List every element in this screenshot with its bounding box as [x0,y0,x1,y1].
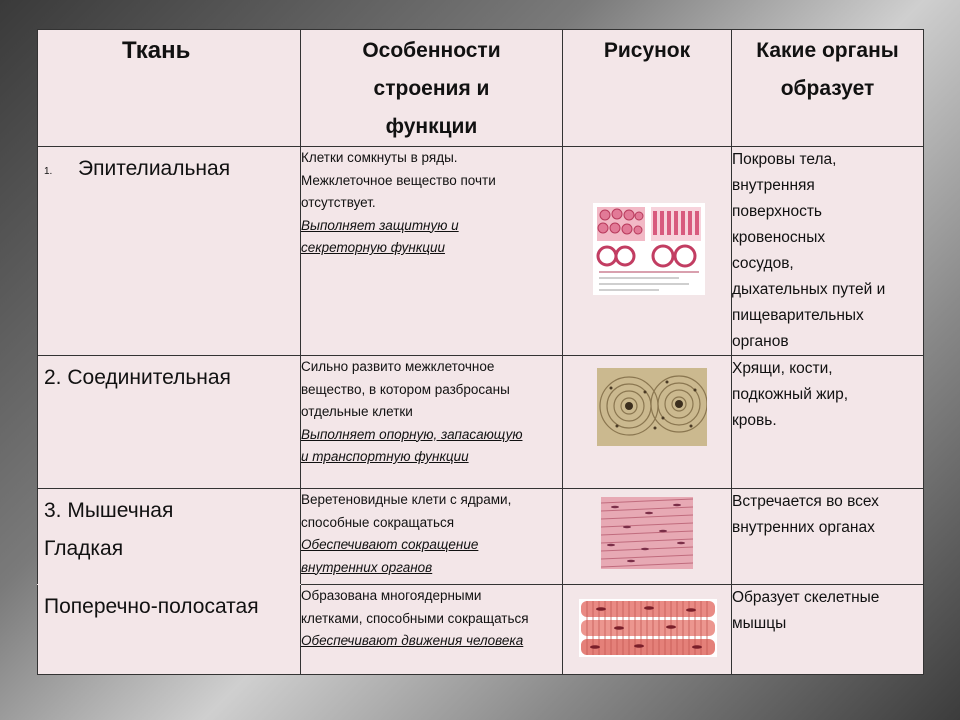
tissue-name-cell [38,489,301,585]
tissue-name-wrap [38,147,300,188]
desc-line: Образована многоядерными [301,588,482,603]
organs-line: Хрящи, кости, [732,360,833,377]
description-cell [301,585,563,675]
picture-cell [563,356,732,489]
desc-line: Сильно развито межклеточное [301,359,495,374]
table-row [38,585,924,675]
bone-tissue-micrograph-icon [597,368,707,446]
function-line: внутренних органов [301,559,433,575]
header-features-line: Особенности [362,39,501,62]
tissue-name-cell [38,356,301,489]
organs-cell [732,147,924,356]
function-line: секреторную функции [301,240,445,255]
header-features-line: строения и [373,77,490,100]
function-line: Обеспечивают сокращение [301,537,479,552]
header-organs-line: Какие органы [756,39,899,62]
organs-line: внутренняя [732,177,815,194]
organs-line: Встречается во всех [732,493,879,510]
organs-line: Образует скелетные [732,589,880,606]
picture-cell [563,147,732,356]
table-row [38,356,924,489]
table-row [38,489,924,585]
desc-line: вещество, в котором разбросаны [301,381,510,397]
header-row [38,30,924,147]
desc-line: отдельные клетки [301,404,413,419]
organs-line: пищеварительных [732,307,864,324]
smooth-muscle-micrograph-icon [601,497,693,569]
description-cell [301,147,563,356]
tissue-subname: Гладкая [44,537,124,560]
organs-line: мышцы [732,615,787,632]
desc-line: Веретеновидные клети с ядрами, [301,492,512,507]
epithelium-micrograph-icon [593,203,705,295]
header-organs [732,30,924,147]
tissue-name-cell [38,147,301,356]
organs-line: сосудов, [732,255,794,272]
tissue-name: 2. Соединительная [44,366,231,389]
header-features [301,30,563,147]
organs-line: внутренних органах [732,519,875,536]
desc-line: клетками, способными сокращаться [301,610,529,626]
function-line: и транспортную функции [301,449,469,464]
tissue-name-cell [38,585,301,675]
organs-cell [732,489,924,585]
organs-line: кровеносных [732,229,826,246]
description-cell [301,489,563,585]
organs-cell [732,356,924,489]
function-line: Выполняет защитную и [301,217,459,233]
function-line: Обеспечивают движения человека [301,633,524,648]
header-tissue: Ткань [38,30,301,147]
row-number: 1. [44,166,53,177]
desc-line: Клетки сомкнуты в ряды. [301,150,458,165]
header-features-line: функции [385,115,478,138]
organs-line: дыхательных путей и [732,281,886,298]
header-organs-line: образует [780,77,875,100]
function-line: Выполняет опорную, запасающую [301,426,523,442]
table-row [38,147,924,356]
picture-cell [563,489,732,585]
organs-line: поверхность [732,203,822,220]
striated-muscle-micrograph-icon [579,599,717,657]
header-picture: Рисунок [563,30,732,147]
organs-line: кровь. [732,412,777,429]
description-cell [301,356,563,489]
tissue-name: Поперечно-полосатая [44,595,259,618]
tissue-name: Эпителиальная [78,157,231,180]
organs-line: подкожный жир, [732,386,849,403]
organs-line: Покровы тела, [732,151,837,168]
tissue-table [37,29,924,675]
organs-line: органов [732,333,789,350]
tissue-name: 3. Мышечная [44,499,174,522]
desc-line: Межклеточное вещество почти [301,172,496,188]
desc-line: способные сокращаться [301,514,455,530]
picture-cell [563,585,732,675]
organs-cell [732,585,924,675]
desc-line: отсутствует. [301,195,376,210]
